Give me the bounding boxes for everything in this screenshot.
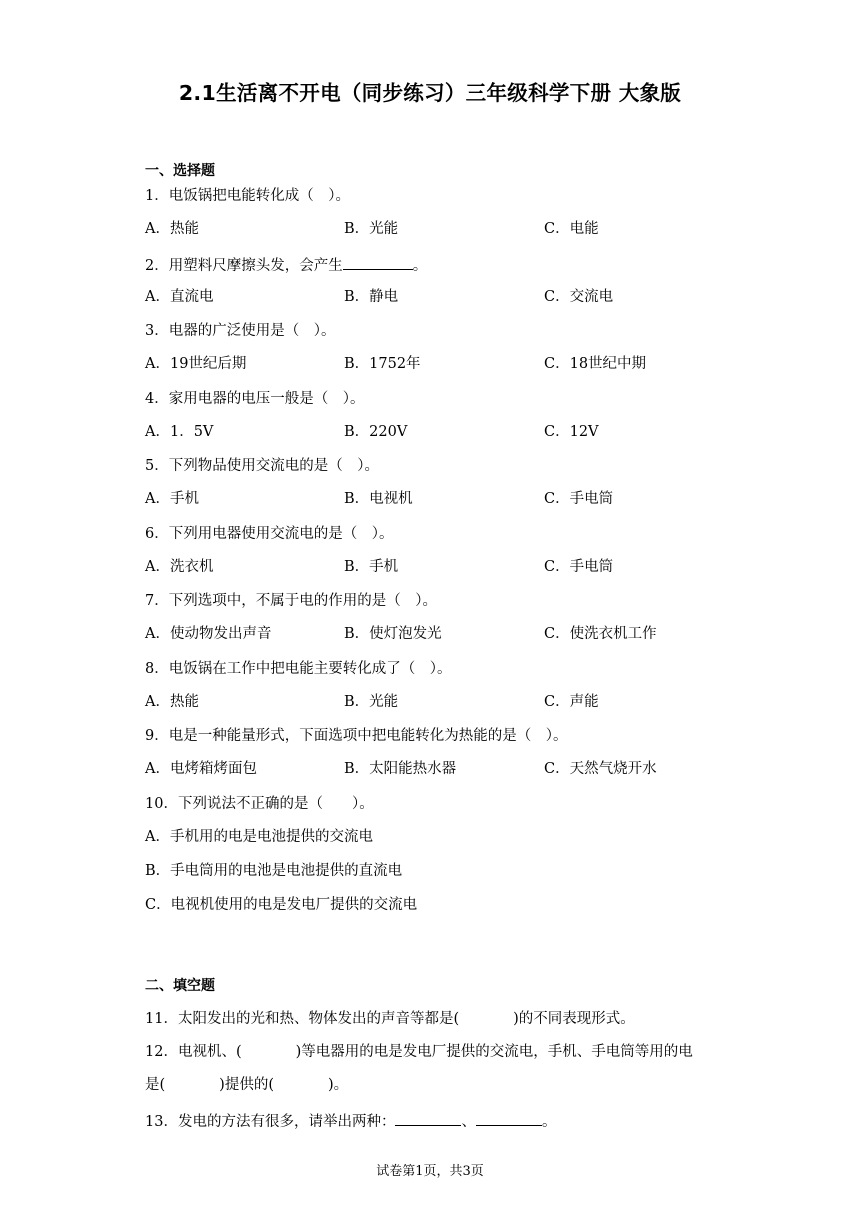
question-11 — [145, 1010, 635, 1028]
section-header-choice: 一、选择题 — [145, 163, 215, 179]
q4-option-c: C．12V — [544, 424, 599, 440]
q12-l2-c: )。 — [328, 1077, 349, 1093]
q9-option-c: C．天然气烧开水 — [544, 761, 657, 777]
page-title: 2.1生活离不开电（同步练习）三年级科学下册 大象版 — [178, 81, 682, 105]
q4-option-b: B．220V — [344, 424, 408, 440]
q13-blank-2[interactable] — [476, 1111, 542, 1126]
question-3: 3．电器的广泛使用是（ ）。 — [145, 323, 336, 339]
q12-l1-pre: 12．电视机、( — [145, 1044, 242, 1060]
question-5: 5．下列物品使用交流电的是（ ）。 — [145, 458, 379, 474]
q1-option-c: C．电能 — [544, 221, 599, 237]
q2-stem-post: 。 — [412, 258, 428, 274]
q13-blank-1[interactable] — [395, 1111, 461, 1126]
q11-pre: 11．太阳发出的光和热、物体发出的声音等都是( — [145, 1011, 460, 1027]
q12-l2-b: )提供的( — [219, 1077, 274, 1093]
question-12-line-1 — [145, 1043, 693, 1061]
q5-option-a: A．手机 — [145, 491, 199, 507]
q9-option-a: A．电烤箱烤面包 — [145, 761, 257, 777]
q3-option-b: B．1752年 — [344, 356, 421, 372]
q3-option-c: C．18世纪中期 — [544, 356, 647, 372]
question-1: 1．电饭锅把电能转化成（ ）。 — [145, 188, 350, 204]
q6-option-b: B．手机 — [344, 559, 399, 575]
question-6: 6．下列用电器使用交流电的是（ ）。 — [145, 526, 394, 542]
q8-option-b: B．光能 — [344, 694, 399, 710]
question-2 — [145, 255, 427, 275]
q6-option-a: A．洗衣机 — [145, 559, 214, 575]
q11-post: )的不同表现形式。 — [513, 1011, 635, 1027]
q2-option-a: A．直流电 — [145, 289, 214, 305]
question-4: 4．家用电器的电压一般是（ ）。 — [145, 391, 365, 407]
q10-option-b: B．手电筒用的电池是电池提供的直流电 — [145, 863, 403, 879]
page-footer: 试卷第1页，共3页 — [376, 1164, 484, 1179]
q13-post: 。 — [541, 1114, 557, 1130]
q2-stem-pre: 2．用塑料尺摩擦头发，会产生 — [145, 258, 343, 274]
question-8: 8．电饭锅在工作中把电能主要转化成了（ ）。 — [145, 661, 452, 677]
q5-option-c: C．手电筒 — [544, 491, 614, 507]
q9-option-b: B．太阳能热水器 — [344, 761, 457, 777]
q12-l2-a: 是( — [145, 1077, 166, 1093]
section-header-fill: 二、填空题 — [145, 978, 215, 994]
q6-option-c: C．手电筒 — [544, 559, 614, 575]
q2-option-c: C．交流电 — [544, 289, 614, 305]
question-12-line-2 — [145, 1076, 348, 1094]
question-10: 10．下列说法不正确的是（ ）。 — [145, 796, 374, 812]
q13-sep: 、 — [461, 1114, 476, 1130]
question-7: 7．下列选项中，不属于电的作用的是（ ）。 — [145, 593, 437, 609]
q4-option-a: A．1．5V — [145, 424, 214, 440]
q7-option-c: C．使洗衣机工作 — [544, 626, 657, 642]
q8-option-c: C．声能 — [544, 694, 599, 710]
q12-l1-post: )等电器用的电是发电厂提供的交流电，手机、手电筒等用的电 — [295, 1044, 693, 1060]
question-13 — [145, 1111, 556, 1131]
q5-option-b: B．电视机 — [344, 491, 413, 507]
q3-option-a: A．19世纪后期 — [145, 356, 247, 372]
q1-option-b: B．光能 — [344, 221, 399, 237]
q13-pre: 13．发电的方法有很多，请举出两种： — [145, 1114, 396, 1130]
q7-option-b: B．使灯泡发光 — [344, 626, 442, 642]
q10-option-a: A．手机用的电是电池提供的交流电 — [145, 829, 373, 845]
q8-option-a: A．热能 — [145, 694, 199, 710]
q2-blank[interactable] — [343, 255, 413, 270]
q1-option-a: A．热能 — [145, 221, 199, 237]
question-9: 9．电是一种能量形式，下面选项中把电能转化为热能的是（ ）。 — [145, 728, 568, 744]
q7-option-a: A．使动物发出声音 — [145, 626, 272, 642]
q2-option-b: B．静电 — [344, 289, 399, 305]
q10-option-c: C．电视机使用的电是发电厂提供的交流电 — [145, 897, 418, 913]
